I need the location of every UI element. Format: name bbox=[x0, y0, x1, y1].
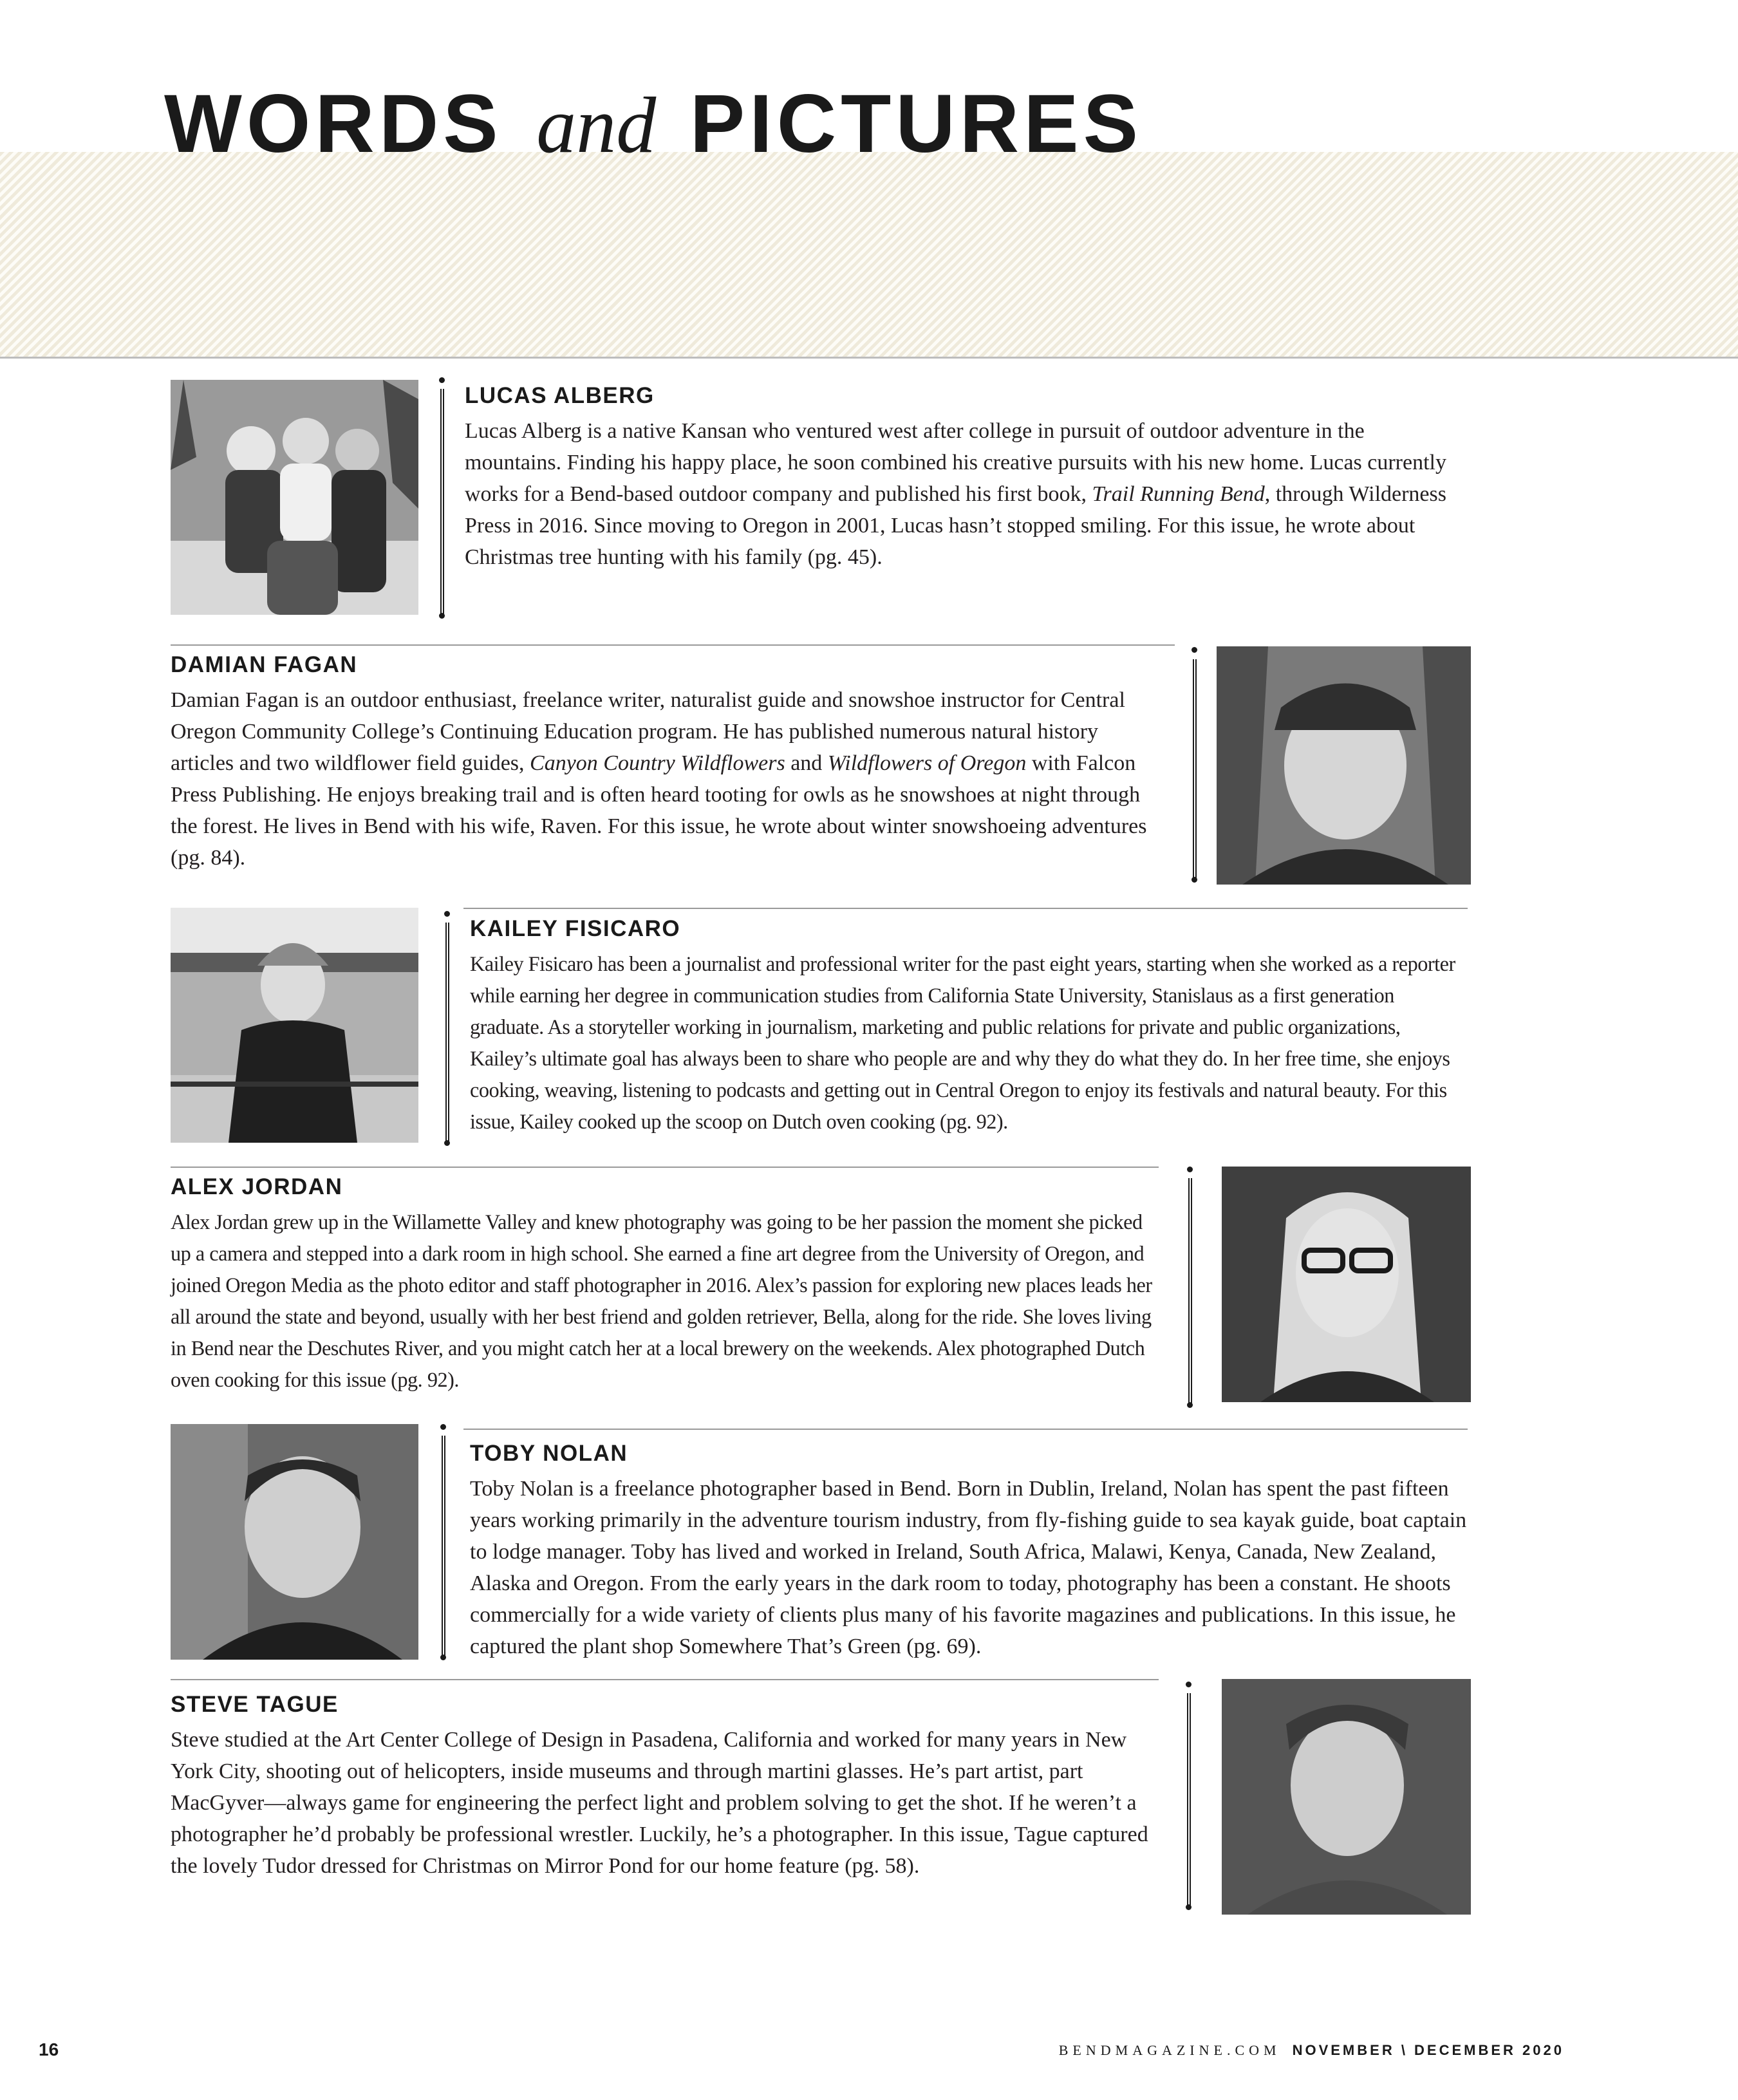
bio-name: DAMIAN FAGAN bbox=[171, 652, 358, 677]
header-rule bbox=[0, 357, 1738, 359]
portrait-photo-icon bbox=[171, 1424, 418, 1660]
title-and: and bbox=[536, 81, 657, 169]
divider-dot bbox=[1187, 1167, 1193, 1172]
bio-text-segment: Damian Fagan is an outdoor enthusiast, freelance writer, naturalist guide and snowshoe instructor for Central Oregon Community College’s Continuing Education program. He has published numerous natural history articles and two wildflower field guides, bbox=[171, 688, 1125, 775]
divider-line bbox=[1193, 659, 1197, 878]
bio-text-segment: Steve studied at the Art Center College of Design in Pasadena, California and worked for many years in New York City, shooting out of helicopters, inside museums and through martini glasses. He’s part artist, part MacGyver—always game for engineering the perfect light and problem solving to get the shot. If he weren’t a photographer he’d probably be professional wrestler. Luckily, he’s a photographer. In this issue, Tague captured the lovely Tudor dressed for Christmas on Mirror Pond for our home feature (pg. 58). bbox=[171, 1728, 1148, 1878]
section-rule bbox=[171, 1679, 1159, 1680]
bio-book-title: Wildflowers of Oregon bbox=[827, 751, 1027, 775]
bio-steve-tague bbox=[171, 1691, 1159, 1882]
bio-book-title: Trail Running Bend bbox=[1092, 482, 1265, 506]
divider-line bbox=[1188, 1178, 1192, 1403]
footer-site: BENDMAGAZINE.COM bbox=[1058, 2042, 1281, 2058]
bio-text bbox=[171, 1724, 1159, 1882]
bio-toby-nolan bbox=[470, 1439, 1468, 1662]
bio-lucas-alberg bbox=[465, 382, 1456, 573]
divider-dot bbox=[439, 613, 445, 619]
divider-line bbox=[1187, 1693, 1191, 1906]
divider-line bbox=[440, 389, 444, 614]
portrait-photo-icon bbox=[1217, 646, 1471, 885]
lucas-alberg-photo bbox=[171, 380, 418, 615]
section-rule bbox=[171, 644, 1175, 646]
bio-text bbox=[171, 684, 1162, 874]
divider-dot bbox=[439, 377, 445, 383]
divider-dot bbox=[1191, 877, 1197, 883]
bio-kailey-fisicaro bbox=[470, 915, 1471, 1138]
bio-name: KAILEY FISICARO bbox=[470, 916, 681, 941]
page-number: 16 bbox=[39, 2039, 59, 2059]
divider-dot bbox=[1187, 1402, 1193, 1408]
bio-book-title: Canyon Country Wildflowers bbox=[530, 751, 785, 775]
section-rule bbox=[463, 908, 1468, 909]
divider-dot bbox=[440, 1424, 446, 1430]
bio-damian-fagan bbox=[171, 651, 1162, 874]
divider-line bbox=[442, 1436, 445, 1656]
bio-text bbox=[465, 415, 1456, 573]
page-title bbox=[164, 76, 1143, 174]
bio-name: ALEX JORDAN bbox=[171, 1174, 343, 1199]
divider-line bbox=[445, 923, 449, 1141]
divider-dot bbox=[1186, 1904, 1191, 1910]
section-rule bbox=[171, 1167, 1159, 1168]
bio-alex-jordan bbox=[171, 1173, 1159, 1396]
footer-issue: NOVEMBER \ DECEMBER 2020 bbox=[1292, 2042, 1564, 2058]
bio-text-segment: and bbox=[785, 751, 828, 775]
divider-dot bbox=[444, 911, 450, 917]
header-stripe-band bbox=[0, 152, 1738, 357]
alex-jordan-photo bbox=[1222, 1167, 1471, 1402]
bio-text-segment: Lucas Alberg is a native Kansan who ventured west after college in pursuit of outdoor adventure in the mountains. Finding his happy place, he soon combined his creative pursuits with his new home. Lucas currently works for a Bend-based outdoor company and published his first book, bbox=[465, 419, 1446, 506]
portrait-photo-icon bbox=[1222, 1679, 1471, 1915]
bio-text bbox=[470, 948, 1471, 1138]
bio-text-segment: Toby Nolan is a freelance photographer based in Bend. Born in Dublin, Ireland, Nolan has spent the past fifteen years working primarily in the adventure tourism industry, from fly-fishing guide to sea kayak guide, boat captain to lodge manager. Toby has lived and worked in Ireland, South Africa, Malawi, Kenya, Canada, New Zealand, Alaska and Oregon. From the early years in the dark room to today, photography has been a constant. He shoots commercially for a wide variety of clients plus many of his favorite magazines and publications. In this issue, he captured the plant shop Somewhere That’s Green (pg. 69). bbox=[470, 1477, 1467, 1658]
bio-text bbox=[470, 1473, 1468, 1662]
title-pictures: PICTURES bbox=[689, 78, 1143, 170]
toby-nolan-photo bbox=[171, 1424, 418, 1660]
bio-name: TOBY NOLAN bbox=[470, 1441, 628, 1466]
kailey-fisicaro-photo bbox=[171, 908, 418, 1143]
portrait-photo-icon bbox=[1222, 1167, 1471, 1402]
damian-fagan-photo bbox=[1217, 646, 1471, 885]
section-rule bbox=[463, 1429, 1468, 1430]
bio-name: STEVE TAGUE bbox=[171, 1692, 339, 1717]
portrait-photo-icon bbox=[171, 908, 418, 1143]
bio-text-segment: with Falcon Press Publishing. He enjoys breaking trail and is often heard tooting for owls as he snowshoes at night through the forest. He lives in Bend with his wife, Raven. For this issue, he wrote about winter snowshoeing adventures (pg. 84). bbox=[171, 751, 1147, 870]
bio-text-segment: Alex Jordan grew up in the Willamette Valley and knew photography was going to be her passion the moment she picked up a camera and stepped into a dark room in high school. She earned a fine art degree from the University of Oregon, and joined Oregon Media as the photo editor and staff photographer in 2016. Alex’s passion for exploring new places leads her all around the state and beyond, usually with her best friend and golden retriever, Bella, along for the ride. She loves living in Bend near the Deschutes River, and you might catch her at a local brewery on the weekends. Alex photographed Dutch oven cooking for this issue (pg. 92). bbox=[171, 1210, 1152, 1391]
divider-dot bbox=[444, 1140, 450, 1146]
divider-dot bbox=[440, 1655, 446, 1660]
bio-text-segment: Kailey Fisicaro has been a journalist and professional writer for the past eight years, starting when she worked as a reporter while earning her degree in communication studies from California State University, Stanislaus as a first generation graduate. As a storyteller working in journalism, marketing and public relations for private and public organizations, Kailey’s ultimate goal has always been to share who people are and why they do what they do. In her free time, she enjoys cooking, weaving, listening to podcasts and getting out in Central Oregon to enjoy its festivals and natural beauty. For this issue, Kailey cooked up the scoop on Dutch oven cooking (pg. 92). bbox=[470, 952, 1455, 1133]
divider-dot bbox=[1186, 1682, 1191, 1687]
bio-text-segment: , through Wilderness Press in 2016. Since moving to Oregon in 2001, Lucas hasn’t stopped smiling. For this issue, he wrote about Christmas tree hunting with his family (pg. 45). bbox=[465, 482, 1446, 569]
bio-name: LUCAS ALBERG bbox=[465, 383, 655, 408]
divider-dot bbox=[1191, 647, 1197, 653]
title-words: WORDS bbox=[164, 78, 503, 170]
steve-tague-photo bbox=[1222, 1679, 1471, 1915]
family-photo-icon bbox=[171, 380, 418, 615]
footer-info bbox=[1059, 2042, 1564, 2059]
bio-text bbox=[171, 1206, 1159, 1396]
